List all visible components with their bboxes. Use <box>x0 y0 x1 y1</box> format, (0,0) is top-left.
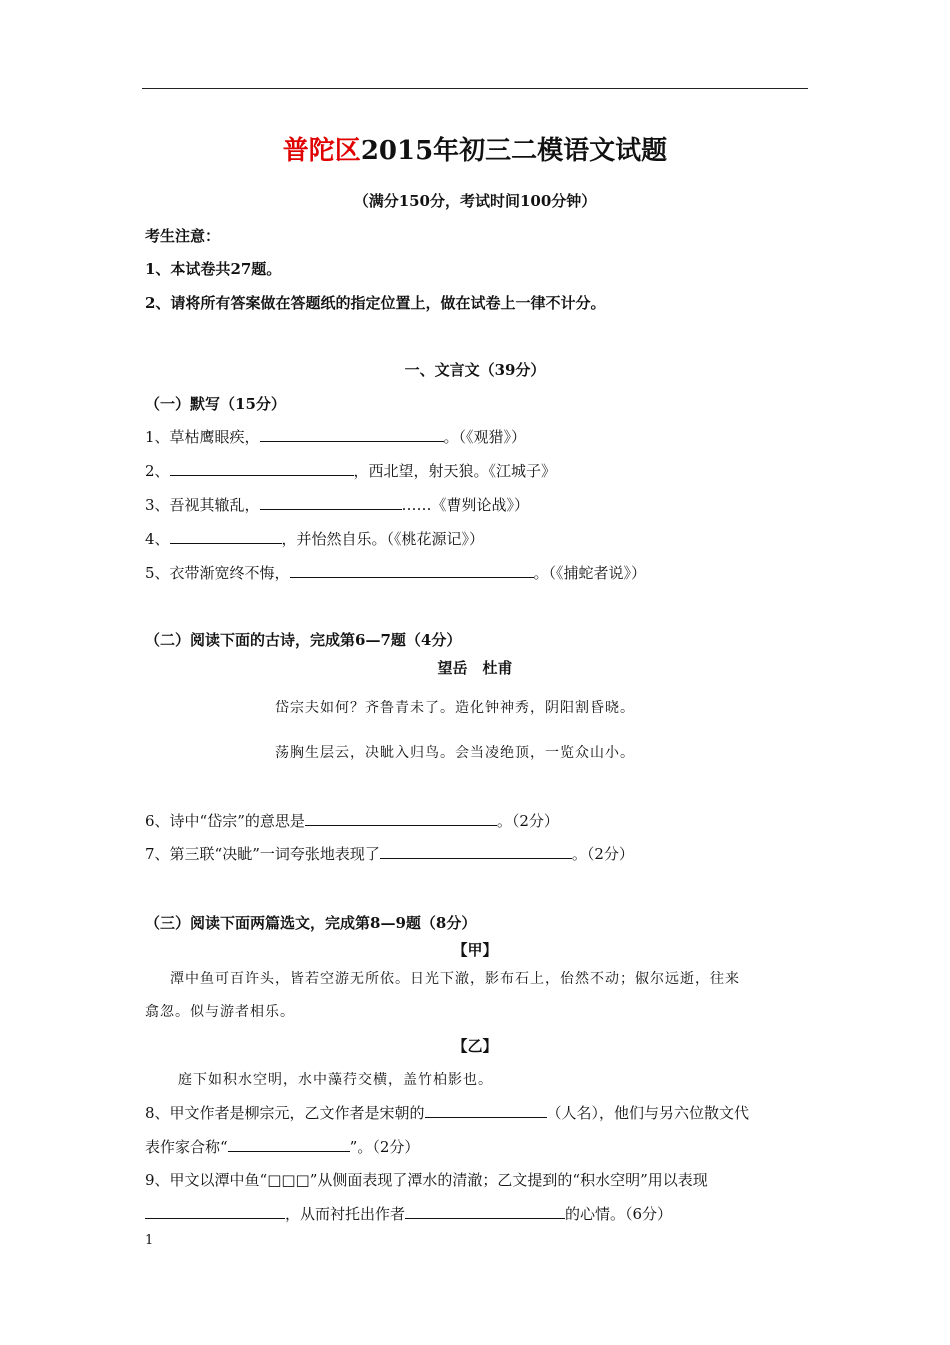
answer-blank <box>290 563 534 578</box>
part1-heading: （一）默写（15分） <box>145 395 286 413</box>
question-1: 1、草枯鹰眼疾， 。（《观猎》） <box>145 428 527 446</box>
notice-item-1: 1、本试卷共27题。 <box>145 260 282 278</box>
answer-blank <box>260 427 444 442</box>
question-6: 6、诗中“岱宗”的意思是 。（2分） <box>145 812 559 830</box>
answer-blank <box>228 1137 350 1152</box>
passage-jia-label: 【甲】 <box>452 941 498 959</box>
part2-heading: （二）阅读下面的古诗，完成第6—7题（4分） <box>145 631 462 649</box>
question-3: 3、吾视其辙乱， ……《曹刿论战》） <box>145 496 530 514</box>
answer-blank <box>305 811 497 826</box>
question-9-line-2: ，从而衬托出作者 的心情。（6分） <box>145 1203 672 1224</box>
answer-blank <box>380 844 572 859</box>
answer-blank <box>145 1204 285 1219</box>
page-title <box>0 130 950 167</box>
answer-blank <box>170 529 282 544</box>
passage-yi-line: 庭下如积水空明，水中藻荇交横，盖竹柏影也。 <box>178 1072 493 1088</box>
question-8-line-2: 表作家合称“ ”。（2分） <box>145 1138 420 1156</box>
answer-blank <box>425 1103 547 1118</box>
poem-line-2: 荡胸生层云，决眦入归鸟。会当凌绝顶，一览众山小。 <box>275 745 635 761</box>
passage-yi-label: 【乙】 <box>452 1037 498 1055</box>
question-8: 8、甲文作者是柳宗元，乙文作者是宋朝的 （人名），他们与另六位散文代 <box>145 1104 750 1122</box>
answer-blank <box>170 461 354 476</box>
exam-subtitle: （满分150分，考试时间100分钟） <box>353 192 597 210</box>
question-4: 4、 ，并怡然自乐。（《桃花源记》） <box>145 530 485 548</box>
part3-heading: （三）阅读下面两篇选文，完成第8—9题（8分） <box>145 914 477 932</box>
question-2: 2、 ，西北望，射天狼。《江城子》 <box>145 462 557 480</box>
question-9: 9、甲文以潭中鱼“□□□”从侧面表现了潭水的清澈；乙文提到的“积水空明”用以表现 <box>145 1171 708 1189</box>
notice-item-2: 2、请将所有答案做在答题纸的指定位置上，做在试卷上一律不计分。 <box>145 294 606 312</box>
poem-line-1: 岱宗夫如何？齐鲁青未了。造化钟神秀，阴阳割昏晓。 <box>275 700 635 716</box>
question-5: 5、衣带渐宽终不悔， 。（《捕蛇者说》） <box>145 564 647 582</box>
section-heading: 一、文言文（39分） <box>404 361 546 379</box>
page-number: 1 <box>145 1233 154 1248</box>
header-rule <box>142 88 808 89</box>
notice-heading: 考生注意： <box>145 227 221 245</box>
passage-jia-line-2: 翕忽。似与游者相乐。 <box>145 1004 295 1020</box>
title-main: 2015年初三二模语文试题 <box>360 136 668 166</box>
answer-blank <box>260 495 402 510</box>
answer-blank <box>405 1204 565 1219</box>
title-district: 普陀区 <box>282 136 361 166</box>
poem-title: 望岳 杜甫 <box>437 659 513 677</box>
passage-jia-line-1: 潭中鱼可百许头，皆若空游无所依。日光下澈，影布石上，佁然不动；俶尔远逝，往来 <box>170 971 740 987</box>
question-7: 7、第三联“决眦”一词夸张地表现了 。（2分） <box>145 845 634 863</box>
